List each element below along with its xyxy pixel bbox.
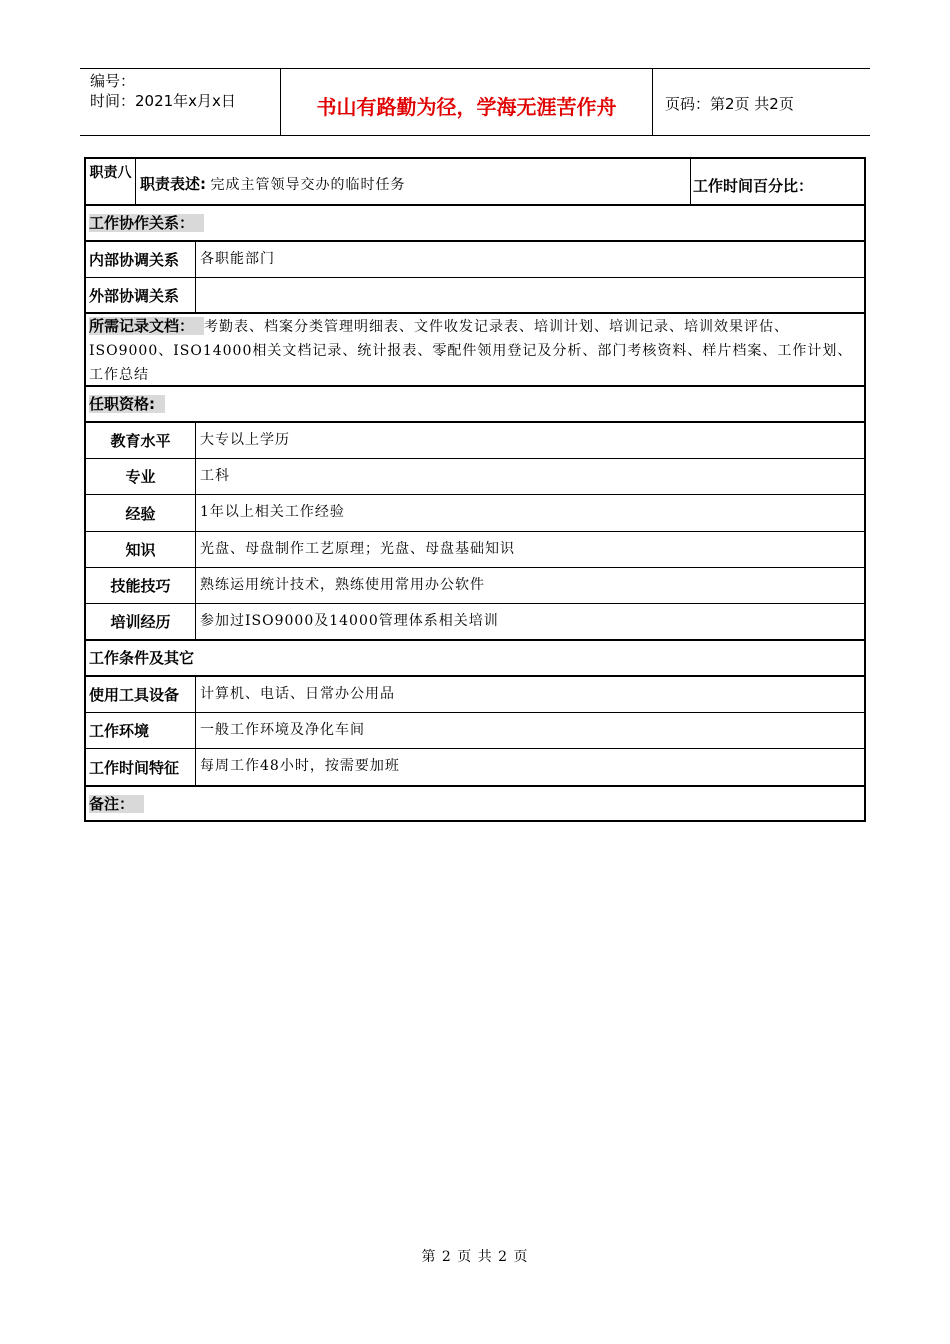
conditions-title: 工作条件及其它: [89, 649, 195, 667]
work-time-value: 每周工作48小时，按需要加班: [200, 758, 400, 774]
duty-description-label: 职责表述:: [140, 175, 206, 193]
time-label: 时间：2021年x月x日: [90, 92, 236, 110]
environment-value: 一般工作环境及净化车间: [200, 722, 365, 738]
documents-content: [86, 314, 864, 389]
documents-text: 考勤表、档案分类管理明细表、文件收发记录表、培训计划、培训记录、培训效果评估、ISO9000、ISO14000相关文档记录、统计报表、零配件领用登记及分析、部门考核资料、样片档案、工作计划、工作总结: [89, 319, 853, 383]
duty-row: [86, 159, 864, 206]
remarks-row: [86, 787, 864, 820]
major-row: [86, 459, 864, 495]
page-footer: 第 2 页 共 2 页: [421, 1249, 529, 1265]
documents-label: 所需记录文档：: [89, 317, 204, 335]
internal-coordination-label: 内部协调关系: [86, 242, 196, 277]
external-coordination-value: [196, 278, 864, 312]
duty-number: 职责八: [86, 159, 136, 204]
tools-row: [86, 677, 864, 713]
header-slogan: 书山有路勤为径，学海无涯苦作舟: [280, 69, 653, 135]
environment-label: 工作环境: [86, 713, 196, 748]
skills-label: 技能技巧: [86, 568, 196, 603]
training-label: 培训经历: [86, 604, 196, 639]
qualification-section-row: [86, 387, 864, 423]
cooperation-section-row: [86, 206, 864, 242]
education-label: 教育水平: [86, 423, 196, 458]
knowledge-value: 光盘、母盘制作工艺原理；光盘、母盘基础知识: [200, 541, 515, 557]
tools-label: 使用工具设备: [86, 677, 196, 712]
conditions-section-row: [86, 641, 864, 677]
education-row: [86, 423, 864, 459]
work-time-label: 工作时间特征: [86, 749, 196, 785]
tools-value: 计算机、电话、日常办公用品: [200, 686, 395, 702]
time-percentage-label: 工作时间百分比：: [693, 177, 814, 195]
experience-label: 经验: [86, 495, 196, 531]
skills-value: 熟练运用统计技术，熟练使用常用办公软件: [200, 577, 485, 593]
internal-coordination-value: 各职能部门: [200, 251, 275, 267]
major-label: 专业: [86, 459, 196, 494]
qualification-title: 任职资格:: [89, 395, 165, 413]
duty-description: [136, 159, 691, 204]
environment-row: [86, 713, 864, 749]
job-description-table: [84, 157, 866, 822]
duty-description-text: 完成主管领导交办的临时任务: [210, 177, 406, 193]
education-value: 大专以上学历: [200, 432, 290, 448]
training-row: [86, 604, 864, 641]
experience-row: [86, 495, 864, 532]
page-header: [80, 68, 870, 136]
knowledge-label: 知识: [86, 532, 196, 567]
header-page-label: 页码：第2页 共2页: [665, 95, 794, 113]
internal-coordination-row: [86, 242, 864, 278]
number-label: 编号：: [90, 72, 136, 90]
header-meta: [80, 69, 280, 135]
training-value: 参加过ISO9000及14000管理体系相关培训: [200, 613, 499, 629]
cooperation-title: 工作协作关系：: [89, 214, 204, 232]
external-coordination-label: 外部协调关系: [86, 278, 196, 312]
skills-row: [86, 568, 864, 604]
experience-value: 1年以上相关工作经验: [200, 504, 345, 520]
external-coordination-row: [86, 278, 864, 314]
knowledge-row: [86, 532, 864, 568]
remarks-label: 备注：: [89, 795, 144, 813]
major-value: 工科: [200, 468, 230, 484]
work-time-row: [86, 749, 864, 787]
documents-row: [86, 314, 864, 387]
